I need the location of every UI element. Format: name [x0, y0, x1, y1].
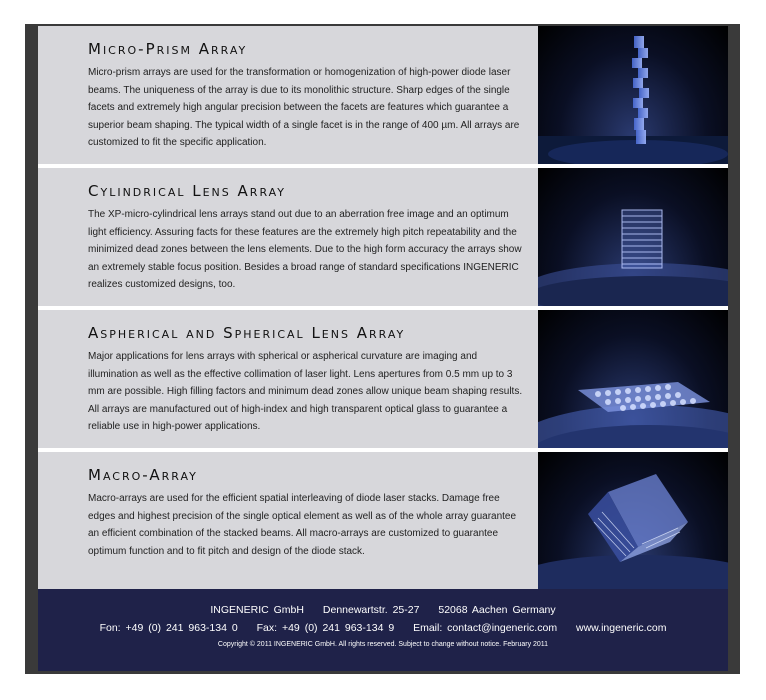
- section-title: Cylindrical Lens Array: [88, 182, 287, 200]
- section-body: Macro-arrays are used for the efficient spatial interleaving of diode laser stacks. Damage free edges and highest precision of the single optical element as well as of the whole array guarantee an efficient combination of the stacked beams. All macro-arrays are customized to guarantee optimum function and to fit pitch and design of the diode stack.: [88, 493, 517, 557]
- brochure-page: [38, 26, 728, 671]
- footer-phone: Fon: +49 (0) 241 963-134 0: [99, 622, 238, 634]
- footer: [38, 589, 728, 671]
- cylindrical-lens-photo: [538, 168, 728, 306]
- footer-address-line: [38, 604, 728, 616]
- footer-company: INGENERIC GmbH: [210, 604, 304, 616]
- section-body: Micro-prism arrays are used for the transformation or homogenization of high-power diode laser beams. The uniqueness of the array is due to its monolithic structure. Sharp edges of the single facets and extremely high angular precision between the facets are features which guarantee a superior beam shaping. The typical width of a single facet is in the range of 400 µm. All arrays are customized to fit the specific application.: [88, 67, 520, 148]
- micro-prism-photo: [538, 26, 728, 164]
- section-title: Micro-Prism Array: [88, 40, 248, 58]
- footer-street: Dennewartstr. 25-27: [322, 604, 420, 616]
- footer-website-link[interactable]: www.ingeneric.com: [575, 622, 667, 634]
- section-aspherical-spherical-lens-array: [38, 310, 728, 448]
- section-body: The XP-micro-cylindrical lens arrays stand out due to an aberration free image and an optimum light efficiency. Assuring facts for these features are the extremely high pitch repeatability and the minimized dead zones between the lens elements. Due to the high form accuracy the arrays show an extremely stable focus position. Besides a broad range of standard specifications INGENERIC realizes customized designs, too.: [88, 209, 522, 290]
- footer-copyright: Copyright © 2011 INGENERIC GmbH. All rights reserved. Subject to change without notice. February 2011: [217, 641, 549, 648]
- section-cylindrical-lens-array: [38, 168, 728, 306]
- footer-contact-line: [38, 622, 728, 634]
- section-title: Aspherical and Spherical Lens Array: [88, 324, 406, 342]
- section-micro-prism-array: [38, 26, 728, 164]
- section-body: Major applications for lens arrays with spherical or aspherical curvature are imaging and illumination as well as the effective collimation of laser light. Lens apertures from 0.5 mm up to 3 mm are possible. High filling factors and minimum dead zones allow unique beam shaping results. All arrays are manufactured out of high-index and high transparent optical glass to guarantee a reliable use in high-power applications.: [88, 351, 523, 432]
- footer-fax: Fax: +49 (0) 241 963-134 9: [256, 622, 395, 634]
- footer-city: 52068 Aachen Germany: [438, 604, 556, 616]
- section-macro-array: [38, 452, 728, 590]
- section-title: Macro-Array: [88, 466, 198, 484]
- aspherical-lens-photo: [538, 310, 728, 448]
- footer-email-link[interactable]: Email: contact@ingeneric.com: [413, 622, 558, 634]
- macro-array-photo: [538, 452, 728, 590]
